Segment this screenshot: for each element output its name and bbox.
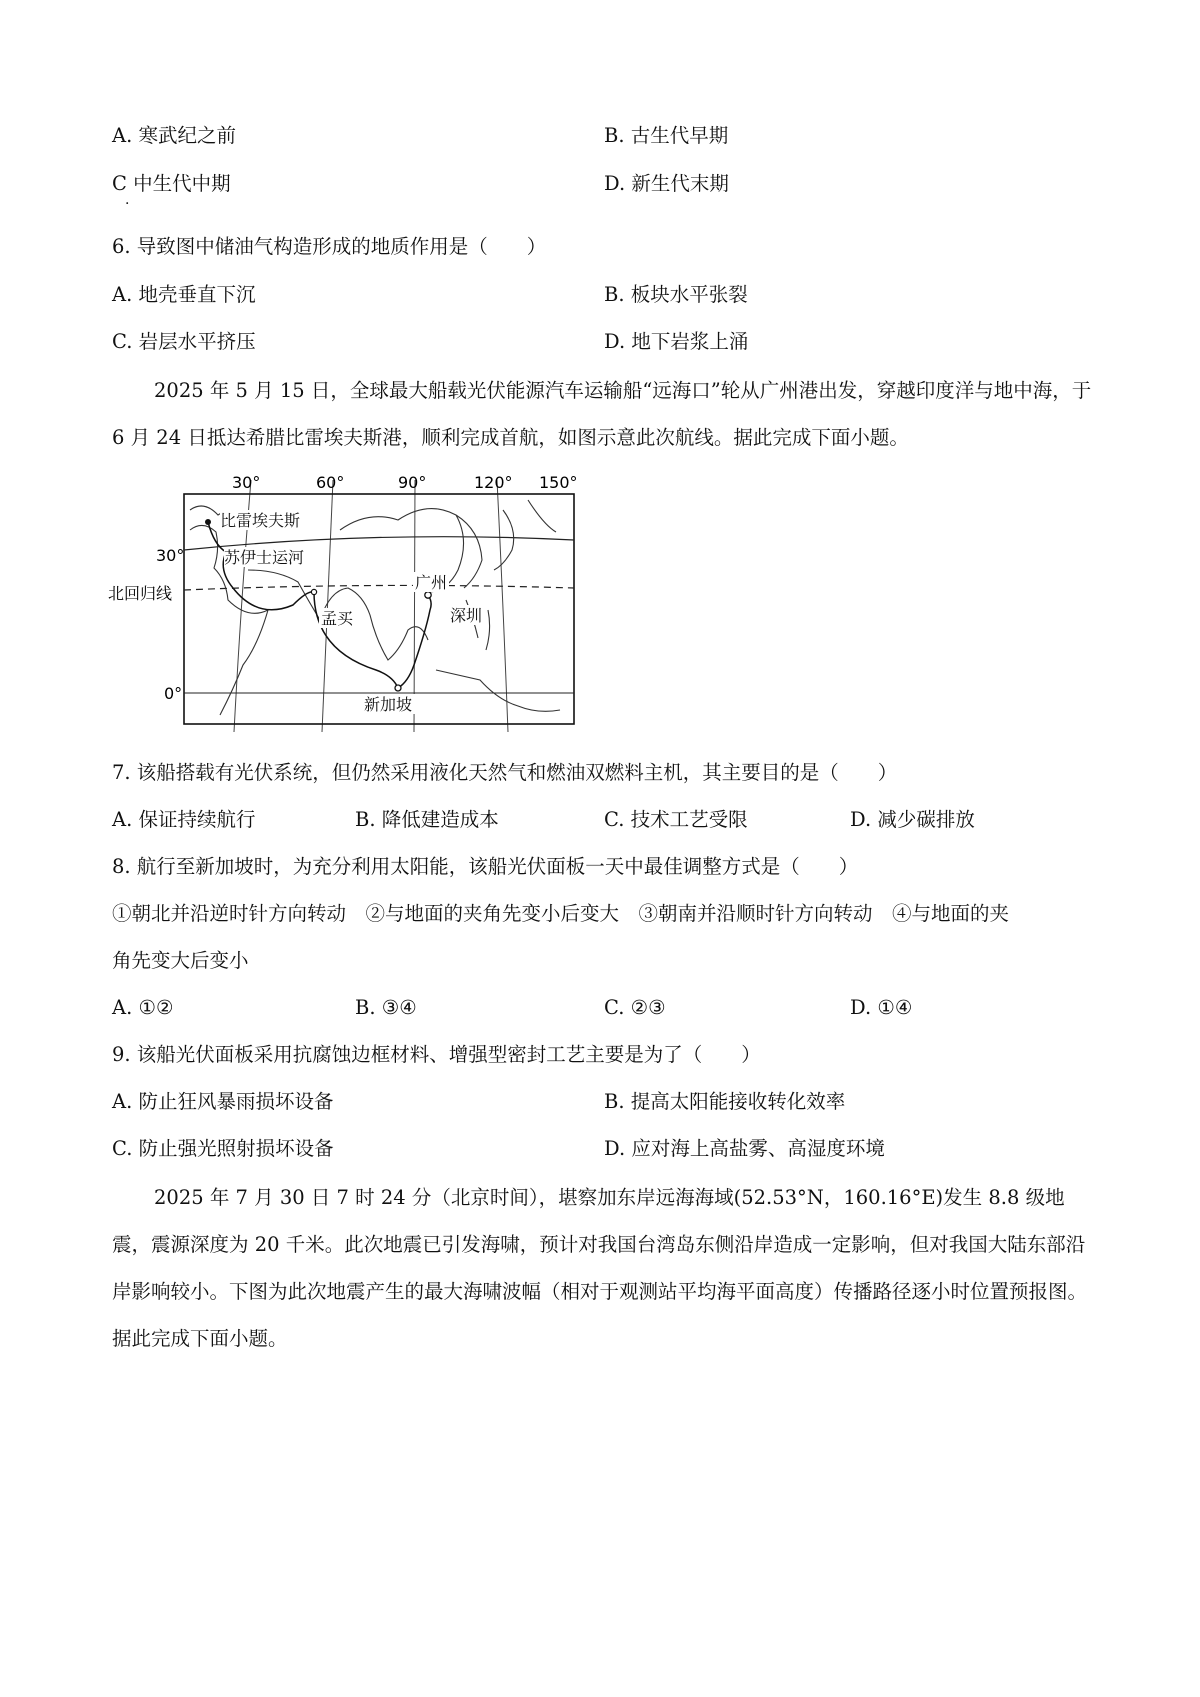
q9-option-b: B. 提高太阳能接收转化效率 [604,1090,846,1113]
passage-tsunami: 2025 年 7 月 30 日 7 时 24 分（北京时间），堪察加东岸远海海域(52.53°N，160.16°E)发生 8.8 级地震，震源深度为 20 千米。此次地震已引发海啸，预计对我国台湾岛东侧沿岸造成一定影响，但对我国大陆东部沿岸影响较小。下图为此次地震产生的最大海啸波幅（相对于观测站平均海平面高度）传播路径逐小时位置预报图。据此完成下面小题。 [112,1186,1088,1350]
q7-option-d: D. 减少碳排放 [850,808,975,831]
q8-statements-line2: 角先变大后变小 [112,949,249,972]
lon-label-120: 120° [474,473,513,492]
stray-dot: · [125,196,130,212]
q7-option-a: A. 保证持续航行 [112,808,256,831]
q6-option-d: D. 地下岩浆上涌 [604,330,749,353]
guangzhou-point [425,592,431,598]
q5-option-a: A. 寒武纪之前 [112,124,236,147]
q8-option-a: A. ①② [112,996,174,1019]
q8-statements-line1: ①朝北并沿逆时针方向转动 ②与地面的夹角先变小后变大 ③朝南并沿顺时针方向转动 ④与地面的夹 [112,902,1010,925]
passage-shipping: 2025 年 5 月 15 日，全球最大船载光伏能源汽车运输船“远海口”轮从广州港出发，穿越印度洋与地中海，于 6 月 24 日抵达希腊比雷埃夫斯港，顺利完成首航，如图示意此次航线。据此完成下面小题。 [112,379,1092,449]
q9-stem: 9. 该船光伏面板采用抗腐蚀边框材料、增强型密封工艺主要是为了（ ） [112,1043,761,1066]
lon-label-90: 90° [398,473,427,492]
tropic-label: 北回归线 [108,584,173,603]
shipping-route-map [108,470,588,732]
q9-option-a: A. 防止狂风暴雨损坏设备 [112,1090,334,1113]
q6-stem: 6. 导致图中储油气构造形成的地质作用是（ ） [112,235,547,258]
lat-label-30: 30° [156,546,185,565]
label-suez: 苏伊士运河 [224,548,305,567]
label-piraeus: 比雷埃夫斯 [220,511,301,530]
q8-stem: 8. 航行至新加坡时，为充分利用太阳能，该船光伏面板一天中最佳调整方式是（ ） [112,855,859,878]
label-shenzhen: 深圳 [450,606,483,625]
q7-option-c: C. 技术工艺受限 [604,808,748,831]
q8-option-c: C. ②③ [604,996,666,1019]
q8-option-b: B. ③④ [355,996,417,1019]
piraeus-point [205,519,211,525]
mumbai-point [311,589,316,594]
label-guangzhou: 广州 [415,573,448,592]
q5-option-b: B. 古生代早期 [604,124,729,147]
q9-option-d: D. 应对海上高盐雾、高湿度环境 [604,1137,885,1160]
q7-stem: 7. 该船搭载有光伏系统，但仍然采用液化天然气和燃油双燃料主机，其主要目的是（ ） [112,761,898,784]
lon-label-30: 30° [232,473,261,492]
label-mumbai: 孟买 [321,609,354,628]
q6-option-c: C. 岩层水平挤压 [112,330,256,353]
lon-label-150: 150° [539,473,578,492]
q6-option-a: A. 地壳垂直下沉 [112,283,256,306]
q8-option-d: D. ①④ [850,996,913,1019]
label-singapore: 新加坡 [364,695,413,714]
lon-label-60: 60° [316,473,345,492]
lat-label-0: 0° [164,684,183,703]
q9-option-c: C. 防止强光照射损坏设备 [112,1137,334,1160]
q7-option-b: B. 降低建造成本 [355,808,499,831]
q6-option-b: B. 板块水平张裂 [604,283,748,306]
q5-option-d: D. 新生代末期 [604,172,729,195]
q5-option-c: C 中生代中期 [112,172,231,195]
singapore-point [395,685,401,691]
